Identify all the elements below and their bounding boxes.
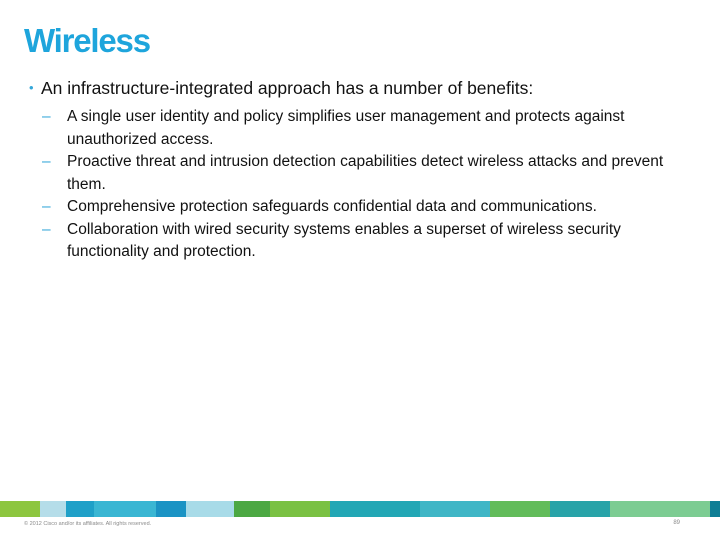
page-number: 89 — [673, 520, 680, 526]
footer-bar-segment — [94, 501, 156, 517]
footer-bar-segment — [420, 501, 490, 517]
main-bullet-text: An infrastructure-integrated approach has a number of benefits: — [41, 78, 534, 98]
sub-bullet-item — [29, 151, 699, 196]
dash-icon: – — [42, 198, 51, 215]
copyright-text: © 2012 Cisco and/or its affiliates. All rights reserved. — [24, 521, 152, 527]
dash-icon: – — [42, 220, 51, 238]
sub-bullet-item — [29, 219, 699, 264]
footer-color-bar — [0, 501, 720, 517]
sub-bullet-item — [29, 106, 699, 151]
sub-bullet-text: Comprehensive protection safeguards confidential data and communications. — [67, 198, 597, 215]
footer-bar-segment — [490, 501, 550, 517]
footer-bar-segment — [186, 501, 234, 517]
footer-bar-segment — [610, 501, 710, 517]
bullet-dot-icon: • — [29, 80, 34, 95]
sub-bullet-text: Collaboration with wired security systems enables a superset of wireless security functionality and protection. — [67, 220, 621, 260]
slide-title: Wireless — [24, 22, 150, 59]
footer-bar-segment — [0, 501, 40, 517]
sub-bullet-item — [29, 196, 699, 219]
dash-icon: – — [42, 108, 51, 125]
sub-bullet-text: Proactive threat and intrusion detection capabilities detect wireless attacks and prevent them. — [67, 153, 664, 193]
sub-bullet-text: A single user identity and policy simplifies user management and protects against unauthorized access. — [67, 108, 625, 148]
slide-content — [29, 76, 699, 264]
footer-bar-segment — [550, 501, 610, 517]
footer-bar-segment — [40, 501, 66, 517]
footer-bar-segment — [710, 501, 720, 517]
footer-bar-segment — [156, 501, 186, 517]
dash-icon: – — [42, 153, 51, 170]
footer-bar-segment — [234, 501, 270, 517]
footer-bar-segment — [330, 501, 420, 517]
sub-bullet-list — [29, 106, 699, 264]
footer-bar-segment — [270, 501, 330, 517]
footer-bar-segment — [66, 501, 94, 517]
main-bullet — [29, 76, 699, 100]
